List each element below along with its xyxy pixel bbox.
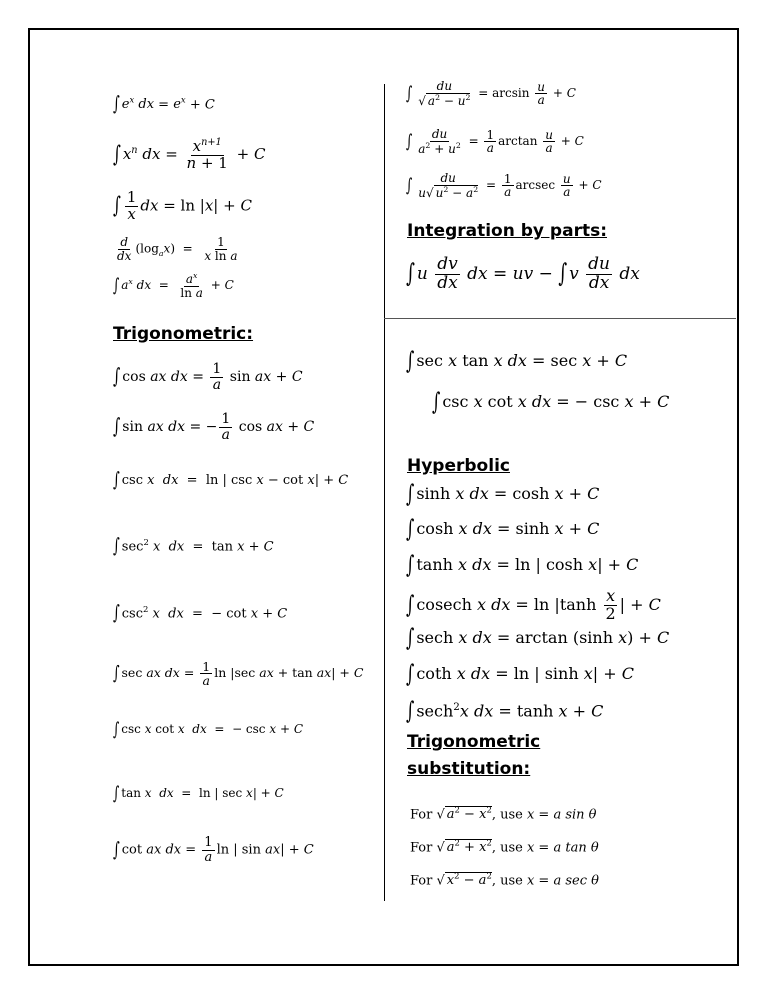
formula-coth: ∫ coth x dx = ln | sinh x| + C: [406, 659, 634, 688]
formula-tanh: ∫ tanh x dx = ln | cosh x| + C: [406, 550, 639, 579]
formula-sech: ∫ sech x dx = arctan (sinh x) + C: [406, 623, 670, 652]
sub-row2-use: , use: [491, 840, 523, 856]
substitution-row-1: For √ $a^2 - x^2$, use x = a sin θ: [410, 805, 597, 823]
sub-row3-value: x = a sec θ: [526, 873, 599, 889]
formula-exp: ∫ $e^x$ dx = $e^x + C$: [113, 93, 215, 117]
heading-trigonometric: Trigonometric:: [113, 324, 254, 344]
heading-hyperbolic: Hyperbolic: [407, 456, 510, 476]
sub-row3-use: , use: [491, 873, 523, 889]
formula-power: ∫ $x^n$ dx = $\frac{x^{n+1}}{n + 1}$ + C: [113, 137, 266, 172]
formula-sec2: ∫ $\sec^2 x$ dx = tan x + C: [113, 535, 274, 559]
formula-cosech: ∫ cosech x dx = ln |tanh $\frac{x}{2}$ | + C: [406, 586, 661, 623]
formula-sinh: ∫ sinh x dx = cosh x + C: [406, 479, 600, 508]
formula-arcsin: ∫ $\frac{du}{√ a^2 - u^2}$ = arcsin $\frac{u}{a}$ + C: [406, 79, 576, 108]
heading-trig-substitution-line1: Trigonometric: [407, 732, 541, 752]
formula-sin: ∫ sin ax dx = − $\frac{1}{a}$ cos ax + C: [113, 411, 315, 443]
formula-sech2: ∫ sech$^2$x dx = tanh x + C: [406, 696, 604, 725]
heading-integration-by-parts: Integration by parts:: [407, 221, 607, 241]
substitution-row-3: For √ $x^2 - a^2$, use x = a sec θ: [410, 871, 599, 889]
formula-ax: ∫ $a^x$ dx = $\frac{a^x}{\text{ln a}}$ + C: [113, 271, 234, 300]
section-divider: [384, 318, 736, 319]
column-divider: [384, 84, 385, 901]
formula-csccot: ∫ csc x cot x dx = − csc x + C: [113, 718, 304, 740]
sub-row2-prefix: For: [410, 840, 433, 856]
formula-cosh: ∫ cosh x dx = sinh x + C: [406, 514, 600, 543]
formula-sec: ∫ sec ax dx = $\frac{1}{a}$ ln |sec ax + tan ax| + C: [113, 659, 364, 689]
formula-csc2: ∫ $\csc^2 x$ dx = − cot x + C: [113, 602, 288, 626]
formula-tan: ∫ tan x dx = ln | sec x| + C: [113, 782, 284, 804]
sub-row1-use: , use: [491, 807, 523, 823]
sub-row1-value: x = a sin θ: [526, 807, 597, 823]
formula-arcsec: ∫ $\frac{du}{u√ u^2 - a^2}$ = $\frac{1}{a}$ arcsec $\frac{u}{a}$ + C: [406, 171, 602, 200]
formula-parts: ∫ u $\frac{dv}{dx}$ dx = uv − ∫ v $\frac{du}{dx}$ dx: [406, 254, 640, 293]
sub-row1-prefix: For: [410, 807, 433, 823]
substitution-row-2: For √ $a^2 + x^2$, use x = a tan θ: [410, 838, 599, 856]
formula-cot: ∫ cot ax dx = $\frac{1}{a}$ ln | sin ax| + C: [113, 835, 314, 865]
formula-csccot-2: ∫ csc x cot x dx = − csc x + C: [432, 387, 670, 416]
formula-cos: ∫ cos ax dx = $\frac{1}{a}$ sin ax + C: [113, 361, 303, 393]
heading-trig-substitution-line2: substitution:: [407, 759, 531, 779]
sub-row2-value: x = a tan θ: [526, 840, 599, 856]
formula-arctan: ∫ $\frac{du}{a^2 + u^2}$ = $\frac{1}{a}$ arctan $\frac{u}{a}$ + C: [406, 127, 584, 156]
formula-sectan: ∫ sec x tan x dx = sec x + C: [406, 346, 628, 375]
formula-csc: ∫ csc x dx = ln | csc x − cot x| + C: [113, 469, 349, 492]
sub-row3-prefix: For: [410, 873, 433, 889]
formula-deriv-log: $\frac{d}{dx}$ $(\log_ax)$ = $\frac{1}{\text{x ln a}}$: [117, 235, 238, 263]
formula-log: ∫ $\frac{1}{x}$ dx = ln |x| + C: [113, 188, 252, 223]
